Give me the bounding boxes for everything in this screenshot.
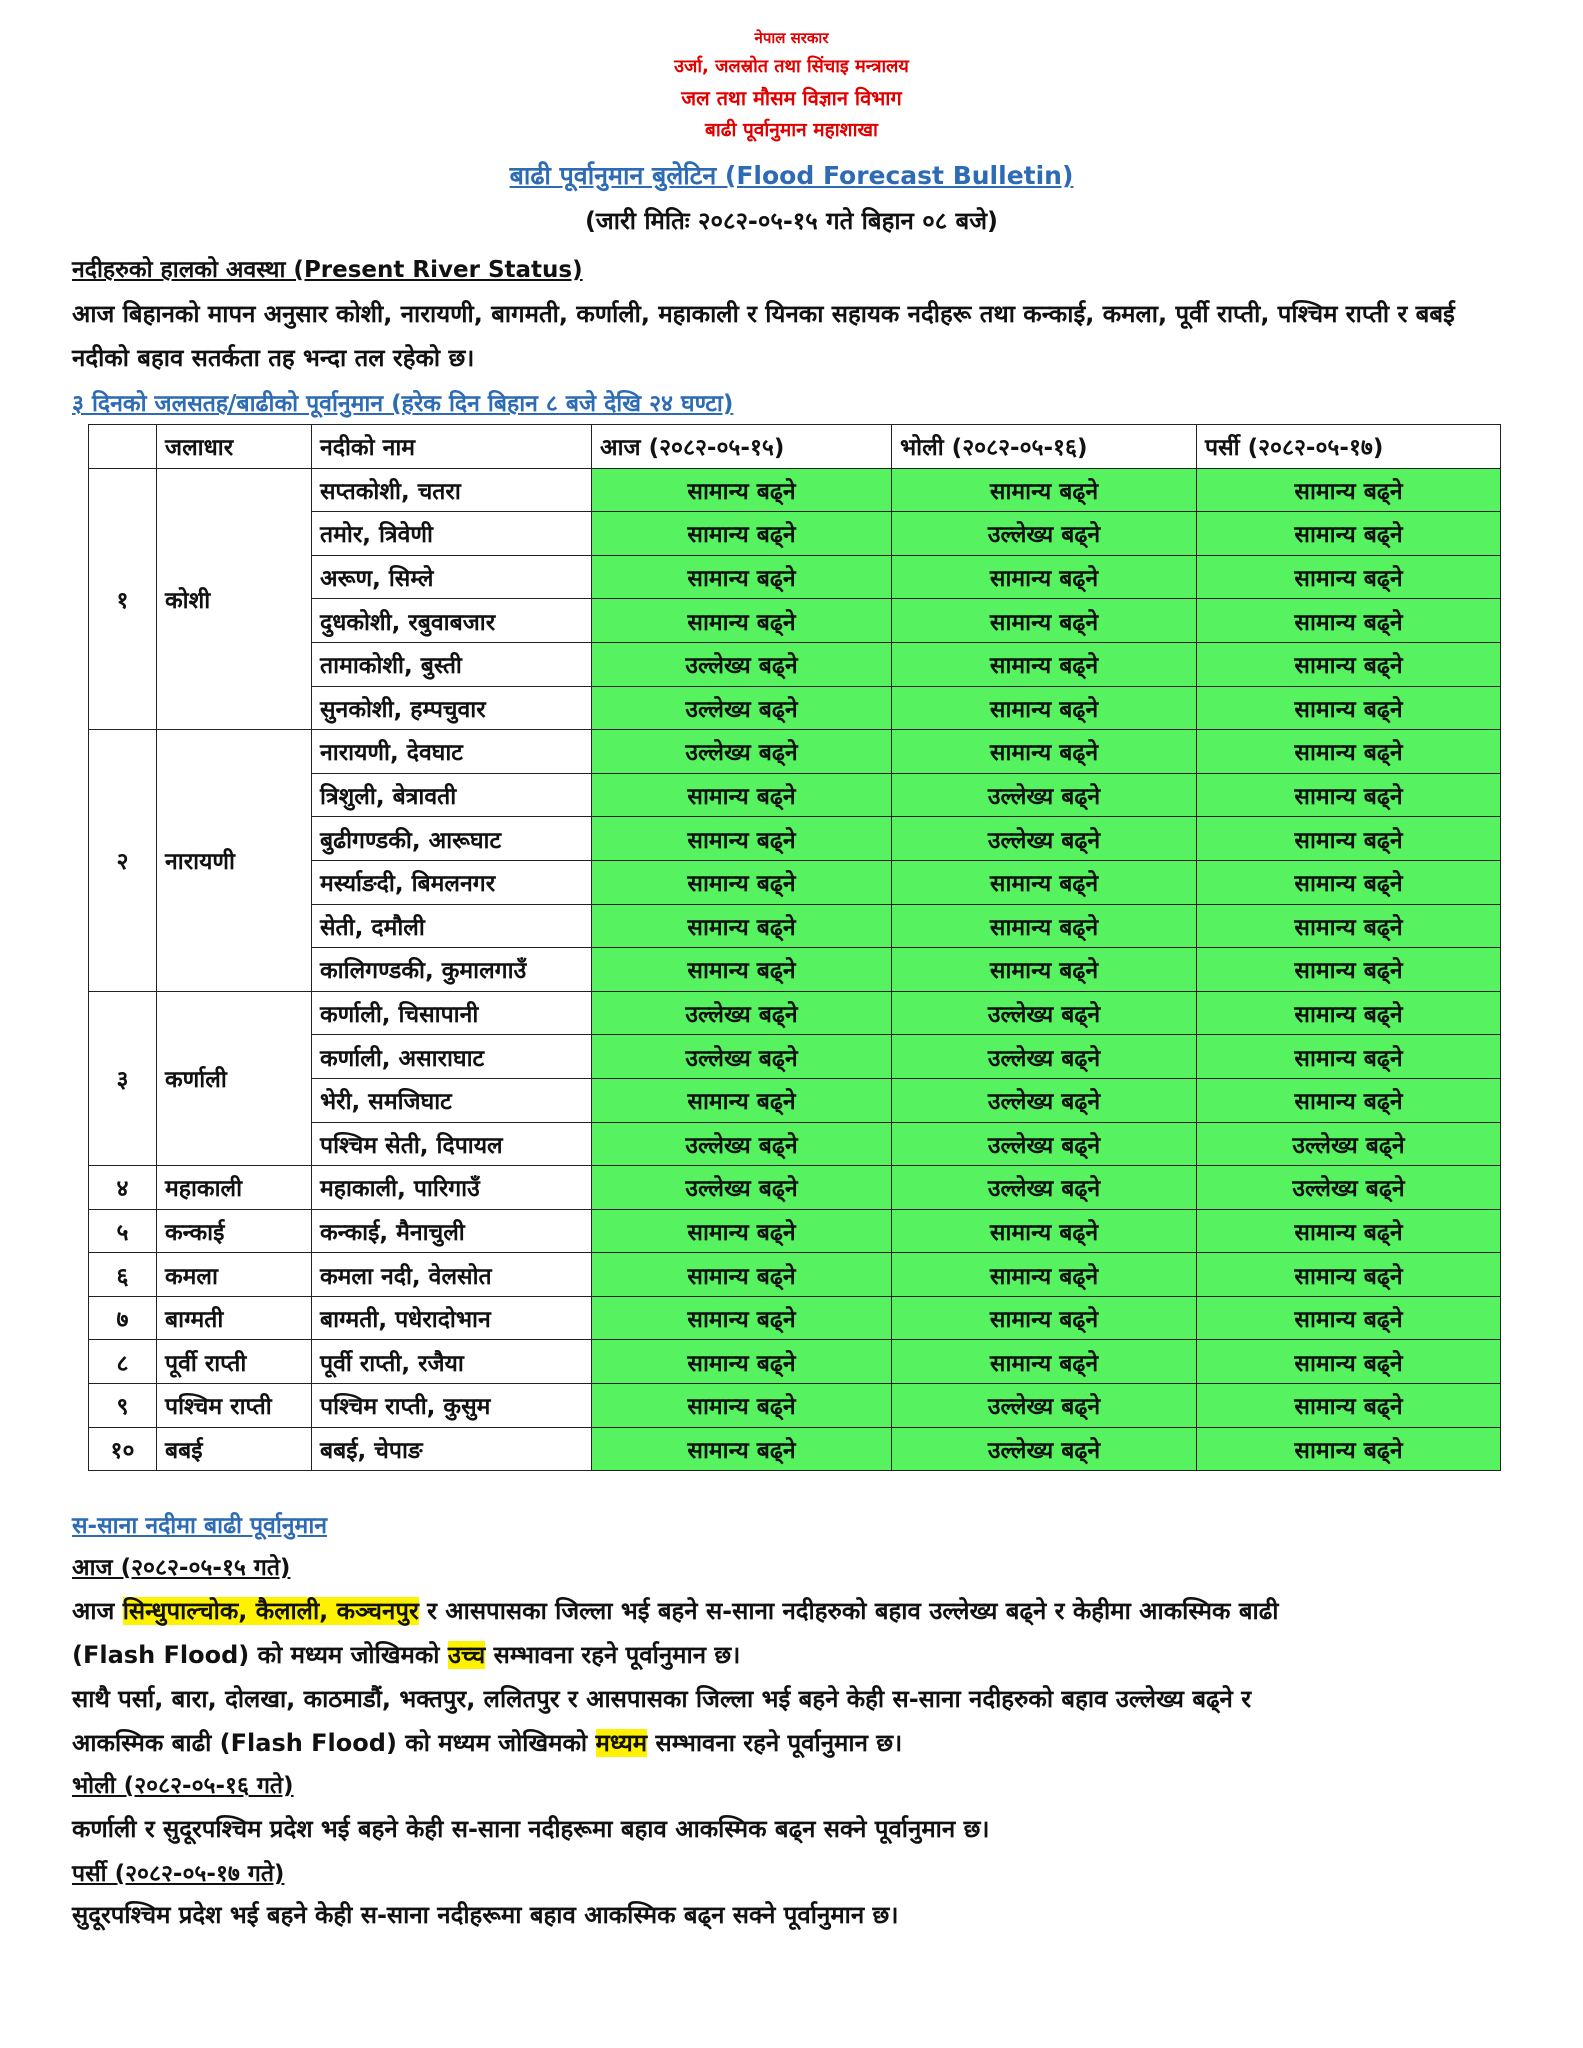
forecast-day-after: सामान्य बढ्ने: [1197, 1427, 1501, 1471]
forecast-today: उल्लेख्य बढ्ने: [592, 686, 892, 730]
table-row: [89, 1384, 1501, 1428]
forecast-today: सामान्य बढ्ने: [592, 599, 892, 643]
river-station: महाकाली, पारिगाउँ: [312, 1166, 592, 1210]
river-station: सुनकोशी, हम्पचुवार: [312, 686, 592, 730]
today-line-4-start: आकस्मिक बाढी (Flash Flood) को मध्यम जोखिमको: [72, 1729, 596, 1757]
forecast-tomorrow: सामान्य बढ्ने: [892, 686, 1197, 730]
forecast-tomorrow: सामान्य बढ्ने: [892, 1253, 1197, 1297]
forecast-day-after: सामान्य बढ्ने: [1197, 1340, 1501, 1384]
col-header-river: नदीको नाम: [312, 425, 592, 469]
forecast-day-after: सामान्य बढ्ने: [1197, 1384, 1501, 1428]
risk-level-medium: मध्यम: [595, 1729, 648, 1757]
table-row: [89, 1340, 1501, 1384]
forecast-tomorrow: सामान्य बढ्ने: [892, 1340, 1197, 1384]
basin-name: बबई: [157, 1427, 312, 1471]
basin-name: पूर्वी राप्ती: [157, 1340, 312, 1384]
bulletin-title: बाढी पूर्वानुमान बुलेटिन (Flood Forecast Bulletin): [509, 161, 1074, 190]
forecast-day-after: उल्लेख्य बढ्ने: [1197, 1122, 1501, 1166]
basin-name: कोशी: [157, 468, 312, 730]
forecast-tomorrow: उल्लेख्य बढ्ने: [892, 991, 1197, 1035]
forecast-tomorrow: उल्लेख्य बढ्ने: [892, 512, 1197, 556]
forecast-tomorrow: सामान्य बढ्ने: [892, 468, 1197, 512]
forecast-day-after: सामान्य बढ्ने: [1197, 468, 1501, 512]
basin-serial: १०: [89, 1427, 157, 1471]
forecast-day-after: सामान्य बढ्ने: [1197, 904, 1501, 948]
forecast-day-after: सामान्य बढ्ने: [1197, 512, 1501, 556]
basin-serial: १: [89, 468, 157, 730]
forecast-day-after: सामान्य बढ्ने: [1197, 555, 1501, 599]
tomorrow-heading: भोली (२०८२-०५-१६ गते): [72, 1773, 294, 1799]
forecast-day-after: सामान्य बढ्ने: [1197, 1078, 1501, 1122]
river-station: बबई, चेपाङ: [312, 1427, 592, 1471]
forecast-day-after: सामान्य बढ्ने: [1197, 948, 1501, 992]
river-station: बुढीगण्डकी, आरूघाट: [312, 817, 592, 861]
forecast-tomorrow: उल्लेख्य बढ्ने: [892, 773, 1197, 817]
table-row: [89, 468, 1501, 512]
table-row: [89, 1166, 1501, 1210]
river-station: तामाकोशी, बुस्ती: [312, 642, 592, 686]
issue-date: (जारी मितिः २०८२-०५-१५ गते बिहान ०८ बजे): [584, 207, 999, 235]
forecast-today: सामान्य बढ्ने: [592, 468, 892, 512]
today-line-1: [72, 1594, 1278, 1627]
forecast-tomorrow: सामान्य बढ्ने: [892, 1296, 1197, 1340]
river-station: कर्णाली, चिसापानी: [312, 991, 592, 1035]
forecast-today: सामान्य बढ्ने: [592, 1296, 892, 1340]
today-line-4: [72, 1726, 902, 1759]
col-header-today: आज (२०८२-०५-१५): [592, 425, 892, 469]
highlighted-districts: सिन्धुपाल्चोक, कैलाली, कञ्चनपुर: [122, 1597, 419, 1625]
table-row: [89, 1296, 1501, 1340]
forecast-today: सामान्य बढ्ने: [592, 1253, 892, 1297]
forecast-day-after: सामान्य बढ्ने: [1197, 773, 1501, 817]
table-row: [89, 991, 1501, 1035]
river-station: मर्स्याङदी, बिमलनगर: [312, 860, 592, 904]
forecast-table: [88, 424, 1501, 1471]
today-line-3: साथै पर्सा, बारा, दोलखा, काठमाडौं, भक्तपुर, ललितपुर र आसपासका जिल्ला भई बहने केही स-साना नदीहरुको बहाव उल्लेख्य बढ्ने र: [72, 1685, 1252, 1713]
basin-serial: ७: [89, 1296, 157, 1340]
river-station: कमला नदी, वेलसोत: [312, 1253, 592, 1297]
forecast-tomorrow: सामान्य बढ्ने: [892, 860, 1197, 904]
today-line-1-start: आज: [72, 1597, 123, 1625]
river-station: अरूण, सिम्ले: [312, 555, 592, 599]
col-header-basin: जलाधार: [157, 425, 312, 469]
government-name: नेपाल सरकार: [754, 29, 829, 47]
forecast-today: सामान्य बढ्ने: [592, 817, 892, 861]
forecast-tomorrow: उल्लेख्य बढ्ने: [892, 1122, 1197, 1166]
col-header-day-after: पर्सी (२०८२-०५-१७): [1197, 425, 1501, 469]
river-station: बाग्मती, पधेरादोभान: [312, 1296, 592, 1340]
river-station: कालिगण्डकी, कुमालगाउँ: [312, 948, 592, 992]
basin-serial: ५: [89, 1209, 157, 1253]
basin-name: महाकाली: [157, 1166, 312, 1210]
forecast-today: उल्लेख्य बढ्ने: [592, 642, 892, 686]
forecast-today: सामान्य बढ्ने: [592, 904, 892, 948]
river-station: पूर्वी राप्ती, रजैया: [312, 1340, 592, 1384]
basin-serial: ८: [89, 1340, 157, 1384]
forecast-today: उल्लेख्य बढ्ने: [592, 1166, 892, 1210]
today-line-1-end: र आसपासका जिल्ला भई बहने स-साना नदीहरुको बहाव उल्लेख्य बढ्ने र केहीमा आकस्मिक बाढी: [418, 1597, 1279, 1625]
day-after-heading: पर्सी (२०८२-०५-१७ गते): [72, 1861, 285, 1887]
basin-serial: ३: [89, 991, 157, 1165]
forecast-today: उल्लेख्य बढ्ने: [592, 1122, 892, 1166]
forecast-tomorrow: उल्लेख्य बढ्ने: [892, 1078, 1197, 1122]
basin-serial: ४: [89, 1166, 157, 1210]
forecast-today: सामान्य बढ्ने: [592, 948, 892, 992]
forecast-today: सामान्य बढ्ने: [592, 1078, 892, 1122]
forecast-tomorrow: सामान्य बढ्ने: [892, 730, 1197, 774]
forecast-day-after: सामान्य बढ्ने: [1197, 1253, 1501, 1297]
forecast-day-after: सामान्य बढ्ने: [1197, 730, 1501, 774]
forecast-tomorrow: सामान्य बढ्ने: [892, 642, 1197, 686]
table-row: [89, 1253, 1501, 1297]
day-after-text: सुदूरपश्चिम प्रदेश भई बहने केही स-साना नदीहरूमा बहाव आकस्मिक बढ्न सक्ने पूर्वानुमान छ।: [72, 1901, 899, 1929]
forecast-tomorrow: सामान्य बढ्ने: [892, 1209, 1197, 1253]
forecast-heading: ३ दिनको जलसतह/बाढीको पूर्वानुमान (हरेक दिन बिहान ८ बजे देखि २४ घण्टा): [72, 391, 734, 417]
today-line-2-end: सम्भावना रहने पूर्वानुमान छ।: [485, 1641, 741, 1669]
today-heading: आज (२०८२-०५-१५ गते): [72, 1555, 291, 1581]
river-station: त्रिशुली, बेत्रावती: [312, 773, 592, 817]
basin-serial: ६: [89, 1253, 157, 1297]
forecast-table-body: [89, 468, 1501, 1471]
risk-level-high: उच्च: [447, 1641, 486, 1669]
forecast-day-after: सामान्य बढ्ने: [1197, 686, 1501, 730]
river-station: भेरी, समजिघाट: [312, 1078, 592, 1122]
today-line-4-end: सम्भावना रहने पूर्वानुमान छ।: [647, 1729, 903, 1757]
river-station: सेती, दमौली: [312, 904, 592, 948]
forecast-today: उल्लेख्य बढ्ने: [592, 1035, 892, 1079]
forecast-tomorrow: उल्लेख्य बढ्ने: [892, 1035, 1197, 1079]
basin-serial: ९: [89, 1384, 157, 1428]
forecast-tomorrow: सामान्य बढ्ने: [892, 904, 1197, 948]
basin-serial: २: [89, 730, 157, 992]
basin-name: कन्काई: [157, 1209, 312, 1253]
basin-name: कमला: [157, 1253, 312, 1297]
division-name: बाढी पूर्वानुमान महाशाखा: [705, 119, 878, 141]
forecast-today: सामान्य बढ्ने: [592, 1209, 892, 1253]
today-line-2-start: (Flash Flood) को मध्यम जोखिमको: [72, 1641, 448, 1669]
forecast-day-after: सामान्य बढ्ने: [1197, 599, 1501, 643]
forecast-day-after: सामान्य बढ्ने: [1197, 1296, 1501, 1340]
forecast-today: सामान्य बढ्ने: [592, 1340, 892, 1384]
forecast-today: उल्लेख्य बढ्ने: [592, 730, 892, 774]
basin-name: बाग्मती: [157, 1296, 312, 1340]
forecast-header-row: [89, 425, 1501, 469]
col-header-serial: [89, 425, 157, 469]
forecast-today: सामान्य बढ्ने: [592, 512, 892, 556]
forecast-tomorrow: उल्लेख्य बढ्ने: [892, 1166, 1197, 1210]
forecast-day-after: सामान्य बढ्ने: [1197, 817, 1501, 861]
river-station: पश्चिम राप्ती, कुसुम: [312, 1384, 592, 1428]
forecast-today: सामान्य बढ्ने: [592, 773, 892, 817]
river-station: पश्चिम सेती, दिपायल: [312, 1122, 592, 1166]
col-header-tomorrow: भोली (२०८२-०५-१६): [892, 425, 1197, 469]
basin-name: पश्चिम राप्ती: [157, 1384, 312, 1428]
forecast-day-after: सामान्य बढ्ने: [1197, 1209, 1501, 1253]
department-name: जल तथा मौसम विज्ञान विभाग: [681, 86, 902, 110]
river-station: दुधकोशी, रबुवाबजार: [312, 599, 592, 643]
river-station: कर्णाली, असाराघाट: [312, 1035, 592, 1079]
forecast-tomorrow: उल्लेख्य बढ्ने: [892, 817, 1197, 861]
basin-name: कर्णाली: [157, 991, 312, 1165]
river-station: नारायणी, देवघाट: [312, 730, 592, 774]
small-rivers-heading: स-साना नदीमा बाढी पूर्वानुमान: [72, 1513, 328, 1539]
river-status-text: आज बिहानको मापन अनुसार कोशी, नारायणी, बागमती, कर्णाली, महाकाली र यिनका सहायक नदीहरू तथा कन्काई, कमला, पूर्वी राप्ती, पश्चिम राप्ती र बबई नदीको बहाव सतर्कता तह भन्दा तल रहेको छ।: [72, 300, 1455, 372]
forecast-today: सामान्य बढ्ने: [592, 1427, 892, 1471]
forecast-tomorrow: उल्लेख्य बढ्ने: [892, 1427, 1197, 1471]
forecast-tomorrow: सामान्य बढ्ने: [892, 555, 1197, 599]
basin-name: नारायणी: [157, 730, 312, 992]
forecast-tomorrow: सामान्य बढ्ने: [892, 599, 1197, 643]
forecast-today: सामान्य बढ्ने: [592, 860, 892, 904]
table-row: [89, 730, 1501, 774]
forecast-day-after: सामान्य बढ्ने: [1197, 1035, 1501, 1079]
river-status-heading: नदीहरुको हालको अवस्था (Present River Status): [72, 257, 583, 283]
tomorrow-text: कर्णाली र सुदूरपश्चिम प्रदेश भई बहने केही स-साना नदीहरूमा बहाव आकस्मिक बढ्न सक्ने पूर्वानुमान छ।: [72, 1815, 990, 1843]
forecast-day-after: सामान्य बढ्ने: [1197, 642, 1501, 686]
forecast-day-after: सामान्य बढ्ने: [1197, 860, 1501, 904]
river-station: सप्तकोशी, चतरा: [312, 468, 592, 512]
today-line-2: [72, 1638, 740, 1671]
table-row: [89, 1209, 1501, 1253]
forecast-today: सामान्य बढ्ने: [592, 1384, 892, 1428]
table-row: [89, 1427, 1501, 1471]
forecast-day-after: सामान्य बढ्ने: [1197, 991, 1501, 1035]
river-station: तमोर, त्रिवेणी: [312, 512, 592, 556]
forecast-today: उल्लेख्य बढ्ने: [592, 991, 892, 1035]
river-station: कन्काई, मैनाचुली: [312, 1209, 592, 1253]
forecast-tomorrow: उल्लेख्य बढ्ने: [892, 1384, 1197, 1428]
forecast-today: सामान्य बढ्ने: [592, 555, 892, 599]
forecast-day-after: उल्लेख्य बढ्ने: [1197, 1166, 1501, 1210]
ministry-name: उर्जा, जलस्रोत तथा सिंचाइ मन्त्रालय: [674, 56, 909, 77]
forecast-tomorrow: सामान्य बढ्ने: [892, 948, 1197, 992]
